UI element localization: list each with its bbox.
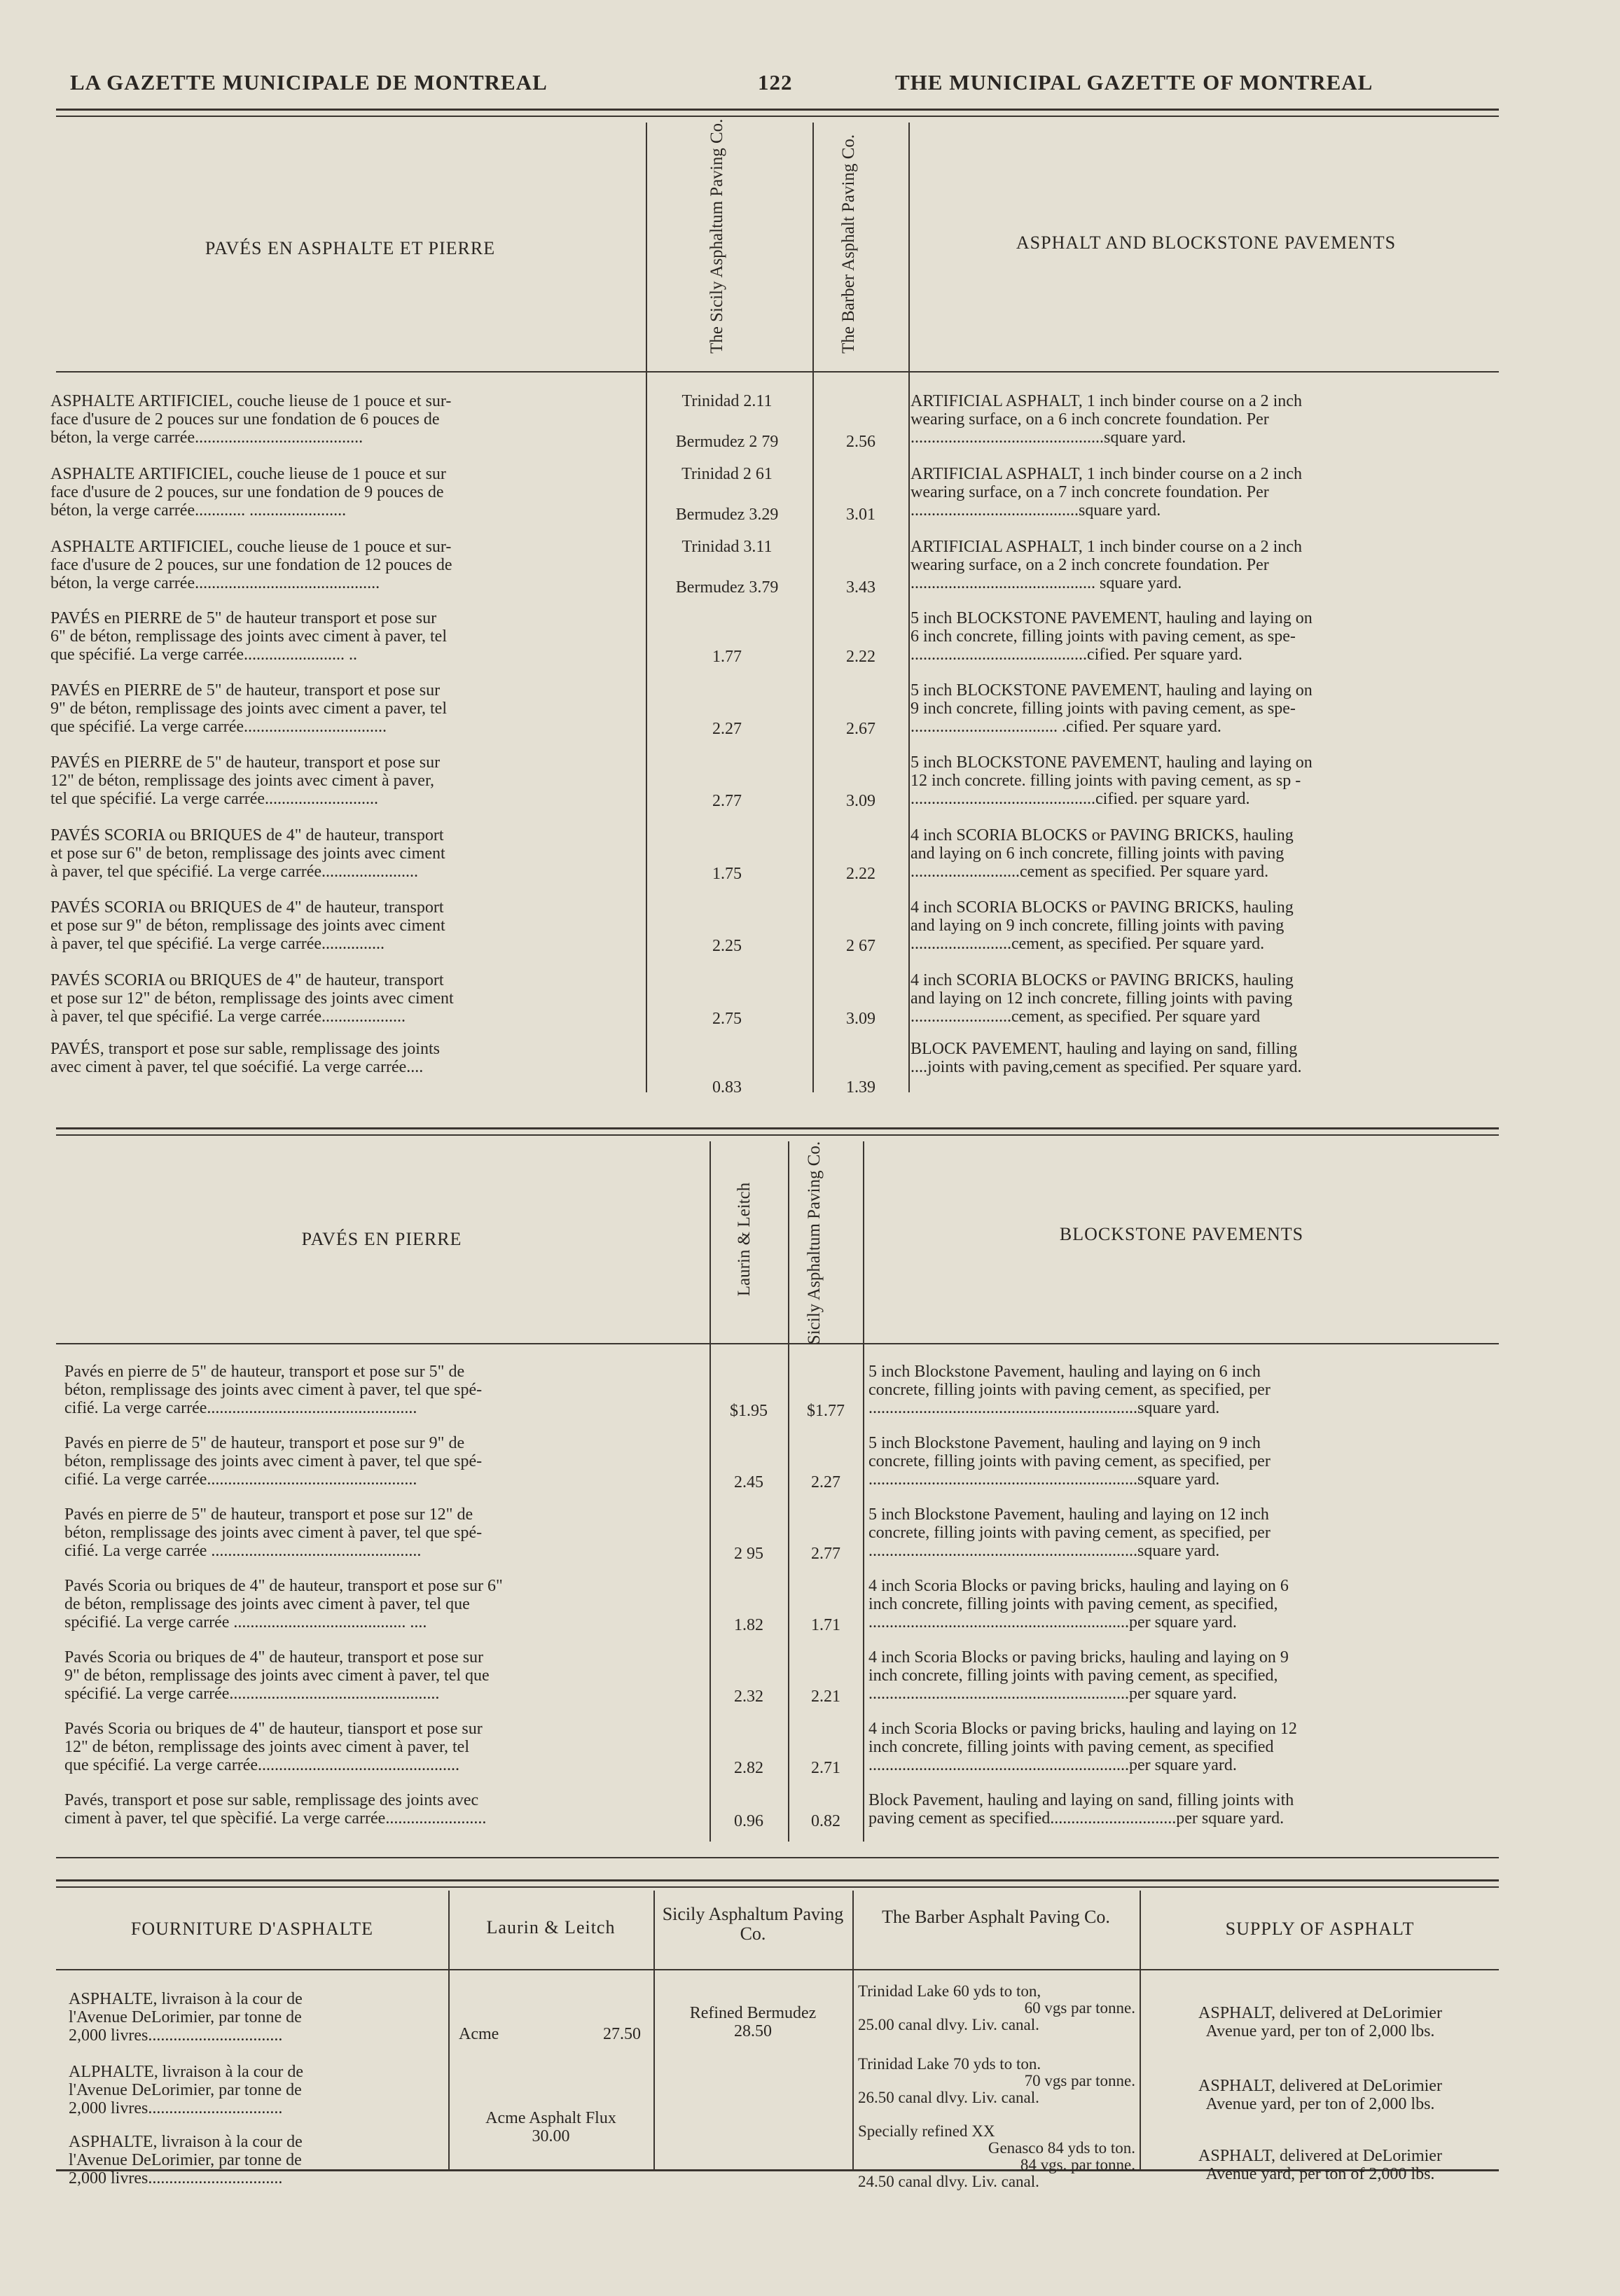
t1-row-1-sicily-trinidad: Trinidad 2 61 [681, 465, 773, 483]
t1-row-2-french [50, 538, 644, 592]
t1-row-3-fr-line-1: 6" de béton, remplissage des joints avec ciment à paver, tel [50, 627, 447, 646]
t1-row-9-fr-line-0: PAVÉS, transport et pose sur sable, remplissage des joints [50, 1040, 440, 1058]
t1-row-6-fr-line-2: à paver, tel que spécifié. La verge carrée....................... [50, 863, 419, 881]
t3-barber-3 [858, 2123, 1135, 2190]
t3-en-title: SUPPLY OF ASPHALT [1225, 1919, 1415, 1939]
t1-row-1-barber-value: 3.01 [846, 506, 875, 524]
t3-row-2-english [1142, 2147, 1499, 2183]
t3-sicily-name: Refined Bermudez [689, 2004, 817, 2022]
t2-col-laurin: Laurin & Leitch [735, 1182, 754, 1297]
t3-row-2-fr-line-1: l'Avenue DeLorimier, par tonne de [69, 2151, 302, 2169]
t1-row-9-barber-value: 1.39 [846, 1078, 875, 1097]
t2-row-3-en-line-0: 4 inch Scoria Blocks or paving bricks, hauling and laying on 6 [868, 1577, 1289, 1595]
t1-row-2-english [911, 538, 1506, 592]
t1-col-sicily: The Sicily Asphaltum Paving Co. [707, 118, 726, 354]
t3-laurin-flux [448, 2109, 653, 2145]
t1-row-5-sicily-value: 2.77 [712, 792, 742, 810]
t2-row-5-english [868, 1720, 1499, 1774]
t2-row-0-fr-line-1: béton, remplissage des joints avec ciment à paver, tel que spé- [64, 1381, 483, 1399]
t3-row-1-fr-line-2: 2,000 livres................................ [69, 2099, 283, 2117]
t2-row-6-sicily-value: 0.82 [811, 1812, 840, 1830]
t1-row-7-en-line-0: 4 inch SCORIA BLOCKS or PAVING BRICKS, hauling [911, 898, 1294, 917]
t2-row-1-laurin-value: 2.45 [734, 1473, 763, 1491]
t2-row-0-en-line-1: concrete, filling joints with paving cement, as specified, per [868, 1381, 1271, 1399]
t2-row-0-sicily-value: $1.77 [807, 1402, 845, 1420]
t3-row-1-fr-line-0: ALPHALTE, livraison à la cour de [69, 2063, 304, 2081]
t2-row-1-french [64, 1434, 709, 1489]
t1-row-5-en-line-0: 5 inch BLOCKSTONE PAVEMENT, hauling and laying on [911, 753, 1313, 772]
t1-row-4-fr-line-1: 9" de béton, remplissage des joints avec ciment a paver, tel [50, 700, 447, 718]
t1-row-3-english [911, 609, 1506, 664]
t2-row-6-laurin-value: 0.96 [734, 1812, 763, 1830]
t1-row-0-sicily-value: Bermudez 2 79 [675, 433, 779, 451]
t3-row-0-fr-line-1: l'Avenue DeLorimier, par tonne de [69, 2008, 302, 2026]
t3-barber-2-line-0: Trinidad Lake 70 yds to ton. [858, 2055, 1041, 2073]
t1-row-2-fr-line-0: ASPHALTE ARTIFICIEL, couche lieuse de 1 pouce et sur- [50, 538, 452, 556]
t1-row-1-en-line-2: ........................................square yard. [911, 501, 1161, 520]
t2-row-3-fr-line-1: de béton, remplissage des joints avec ciment à paver, tel que [64, 1595, 470, 1613]
t1-row-7-en-line-2: ........................cement, as specified. Per square yard. [911, 935, 1265, 953]
t1-row-5-en-line-1: 12 inch concrete. filling joints with paving cement, as sp - [911, 772, 1301, 790]
t2-row-3-laurin-value: 1.82 [734, 1616, 763, 1634]
t1-row-7-barber-value: 2 67 [846, 937, 875, 955]
t1-row-6-en-line-0: 4 inch SCORIA BLOCKS or PAVING BRICKS, hauling [911, 826, 1294, 844]
t2-row-4-sicily-value: 2.21 [811, 1688, 840, 1706]
t1-row-2-sicily-value: Bermudez 3.79 [675, 578, 779, 597]
t1-row-7-english [911, 898, 1506, 953]
t2-row-3-fr-line-0: Pavés Scoria ou briques de 4" de hauteur, transport et pose sur 6" [64, 1577, 503, 1595]
t2-row-3-english [868, 1577, 1499, 1631]
t3-barber-1 [858, 1983, 1135, 2033]
t1-row-8-english [911, 971, 1506, 1026]
t2-row-1-english [868, 1434, 1499, 1489]
t1-row-9-french [50, 1040, 644, 1076]
t2-row-2-sicily-value: 2.77 [811, 1545, 840, 1563]
t3-row-0-fr-line-2: 2,000 livres................................ [69, 2026, 283, 2045]
t3-sicily-price: 28.50 [734, 2022, 772, 2040]
t1-row-2-barber-value: 3.43 [846, 578, 875, 597]
t2-row-5-en-line-1: inch concrete, filling joints with paving cement, as specified [868, 1738, 1274, 1756]
header-right-title: THE MUNICIPAL GAZETTE OF MONTREAL [895, 70, 1373, 95]
t1-row-1-fr-line-2: béton, la verge carrée............ ....................... [50, 501, 347, 520]
t1-row-9-english [911, 1040, 1506, 1076]
t1-row-8-french [50, 971, 644, 1026]
t2-row-2-fr-line-1: béton, remplissage des joints avec ciment à paver, tel que spé- [64, 1524, 483, 1542]
t1-row-0-fr-line-1: face d'usure de 2 pouces sur une fondation de 6 pouces de [50, 410, 440, 429]
t3-barber-3-line-2: 84 vgs. par tonne. [1020, 2156, 1135, 2173]
t1-row-0-en-line-2: ..............................................square yard. [911, 429, 1186, 447]
t1-row-5-fr-line-0: PAVÉS en PIERRE de 5" de hauteur, transport et pose sur [50, 753, 441, 772]
t1-row-2-sicily-trinidad: Trinidad 3.11 [681, 538, 773, 556]
t1-row-0-en-line-0: ARTIFICIAL ASPHALT, 1 inch binder course on a 2 inch [911, 392, 1302, 410]
t1-row-0-fr-line-0: ASPHALTE ARTIFICIEL, couche lieuse de 1 pouce et sur- [50, 392, 452, 410]
t1-row-4-fr-line-2: que spécifié. La verge carrée.................................. [50, 718, 387, 736]
t2-row-6-fr-line-1: ciment à paver, tel que spècifié. La verge carrée........................ [64, 1809, 487, 1828]
t2-row-4-en-line-0: 4 inch Scoria Blocks or paving bricks, hauling and laying on 9 [868, 1648, 1289, 1667]
t3-barber-3-line-0: Specially refined XX [858, 2122, 995, 2140]
t1-row-2-en-line-0: ARTIFICIAL ASPHALT, 1 inch binder course on a 2 inch [911, 538, 1302, 556]
t1-row-0-sicily-trinidad: Trinidad 2.11 [681, 392, 773, 410]
t1-row-4-fr-line-0: PAVÉS en PIERRE de 5" de hauteur, transport et pose sur [50, 681, 441, 700]
t3-row-0-en-line-1: Avenue yard, per ton of 2,000 lbs. [1205, 2022, 1435, 2040]
t2-fr-title: PAVÉS EN PIERRE [301, 1229, 462, 1249]
t1-row-7-fr-line-0: PAVÉS SCORIA ou BRIQUES de 4" de hauteur, transport [50, 898, 444, 917]
t1-row-0-fr-line-2: béton, la verge carrée........................................ [50, 429, 364, 447]
t3-row-2-fr-line-0: ASPHALTE, livraison à la cour de [69, 2133, 303, 2151]
t3-row-1-en-line-1: Avenue yard, per ton of 2,000 lbs. [1205, 2095, 1435, 2113]
t1-row-6-en-line-1: and laying on 6 inch concrete, filling joints with paving [911, 844, 1285, 863]
t2-col-sicily: Sicily Asphaltum Paving Co. [805, 1141, 824, 1345]
t2-row-2-en-line-2: ................................................................square yard. [868, 1542, 1220, 1560]
t2-row-3-fr-line-2: spécifié. La verge carrée ......................................... .... [64, 1613, 427, 1631]
t3-row-1-english [1142, 2077, 1499, 2113]
t1-row-3-fr-line-2: que spécifié. La verge carrée........................ .. [50, 646, 358, 664]
t3-row-1-en-line-0: ASPHALT, delivered at DeLorimier [1198, 2077, 1442, 2095]
t3-barber-3-line-1: Genasco 84 yds to ton. [988, 2139, 1135, 2157]
header-rule [56, 109, 1499, 111]
t1-row-1-english [911, 465, 1506, 520]
t1-row-7-fr-line-1: et pose sur 9" de béton, remplissage des joints avec ciment [50, 917, 445, 935]
t2-row-1-fr-line-0: Pavés en pierre de 5" de hauteur, transport et pose sur 9" de [64, 1434, 465, 1452]
t3-fr-title: FOURNITURE D'ASPHALTE [130, 1919, 374, 1939]
t3-row-2-fr-line-2: 2,000 livres................................ [69, 2169, 283, 2187]
t1-row-5-barber-value: 3.09 [846, 792, 875, 810]
t2-row-3-en-line-1: inch concrete, filling joints with paving cement, as specified, [868, 1595, 1278, 1613]
t1-row-9-sicily-value: 0.83 [712, 1078, 742, 1097]
t3-sicily-bermudez [653, 2004, 852, 2040]
t2-row-6-english [868, 1791, 1499, 1828]
t1-fr-title: PAVÉS EN ASPHALTE ET PIERRE [205, 238, 496, 258]
t3-barber-1-line-1: 60 vgs par tonne. [1024, 1999, 1135, 2017]
t1-row-3-en-line-1: 6 inch concrete, filling joints with paving cement, as spe- [911, 627, 1296, 646]
t2-row-4-en-line-2: ..............................................................per square yard. [868, 1685, 1237, 1703]
t2-row-1-sicily-value: 2.27 [811, 1473, 840, 1491]
t1-en-title: ASPHALT AND BLOCKSTONE PAVEMENTS [1016, 232, 1397, 253]
t1-row-3-french [50, 609, 644, 664]
t2-row-2-en-line-0: 5 inch Blockstone Pavement, hauling and laying on 12 inch [868, 1505, 1269, 1524]
t3-barber-2-line-1: 70 vgs par tonne. [1024, 2072, 1135, 2089]
t1-row-2-en-line-2: ............................................ square yard. [911, 574, 1182, 592]
t2-row-3-french [64, 1577, 709, 1631]
t2-row-4-fr-line-1: 9" de béton, remplissage des joints avec ciment à paver, tel que [64, 1667, 490, 1685]
page-number: 122 [758, 70, 793, 95]
t1-row-6-fr-line-1: et pose sur 6" de beton, remplissage des joints avec ciment [50, 844, 445, 863]
t3-laurin-acme: Acme [459, 2025, 499, 2043]
t1-row-7-sicily-value: 2.25 [712, 937, 742, 955]
t3-row-1-french [69, 2063, 447, 2117]
header-left-title: LA GAZETTE MUNICIPALE DE MONTREAL [70, 70, 548, 95]
t1-row-9-fr-line-1: avec ciment à paver, tel que soécifié. La verge carrée.... [50, 1058, 424, 1076]
t2-row-4-en-line-1: inch concrete, filling joints with paving cement, as specified, [868, 1667, 1278, 1685]
t3-laurin-flux-price: 30.00 [532, 2127, 570, 2145]
t3-row-0-french [69, 1990, 447, 2045]
t1-row-8-barber-value: 3.09 [846, 1010, 875, 1028]
t2-row-6-en-line-1: paving cement as specified..............................per square yard. [868, 1809, 1285, 1828]
t1-row-4-en-line-1: 9 inch concrete, filling joints with paving cement, as spe- [911, 700, 1296, 718]
t3-row-2-en-line-0: ASPHALT, delivered at DeLorimier [1198, 2147, 1442, 2165]
t1-row-8-en-line-1: and laying on 12 inch concrete, filling joints with paving [911, 989, 1293, 1008]
t3-col-barber: The Barber Asphalt Paving Co. [882, 1907, 1110, 1927]
t2-row-0-fr-line-2: cifié. La verge carrée.................................................. [64, 1399, 417, 1417]
t1-row-4-barber-value: 2.67 [846, 720, 875, 738]
t3-col-sicily: Sicily Asphaltum Paving Co. [662, 1904, 844, 1944]
t2-row-0-french [64, 1363, 709, 1417]
t3-row-2-en-line-1: Avenue yard, per ton of 2,000 lbs. [1205, 2165, 1435, 2183]
t2-row-0-english [868, 1363, 1499, 1417]
t1-row-8-fr-line-0: PAVÉS SCORIA ou BRIQUES de 4" de hauteur, transport [50, 971, 444, 989]
t1-row-1-sicily-value: Bermudez 3.29 [675, 506, 779, 524]
t1-row-7-fr-line-2: à paver, tel que spécifié. La verge carrée............... [50, 935, 385, 953]
t1-row-4-en-line-2: ................................... .cified. Per square yard. [911, 718, 1221, 736]
t1-row-1-en-line-0: ARTIFICIAL ASPHALT, 1 inch binder course on a 2 inch [911, 465, 1302, 483]
t2-row-6-fr-line-0: Pavés, transport et pose sur sable, remplissage des joints avec [64, 1791, 479, 1809]
t1-row-2-fr-line-1: face d'usure de 2 pouces, sur une fondation de 12 pouces de [50, 556, 452, 574]
t1-row-8-sicily-value: 2.75 [712, 1010, 742, 1028]
t2-row-5-en-line-2: ..............................................................per square yard. [868, 1756, 1237, 1774]
t1-row-1-en-line-1: wearing surface, on a 7 inch concrete foundation. Per [911, 483, 1269, 501]
t1-row-1-fr-line-0: ASPHALTE ARTIFICIEL, couche lieuse de 1 pouce et sur [50, 465, 446, 483]
t2-row-4-french [64, 1648, 709, 1703]
t2-row-6-en-line-0: Block Pavement, hauling and laying on sand, filling joints with [868, 1791, 1294, 1809]
t2-row-1-en-line-2: ................................................................square yard. [868, 1470, 1220, 1489]
t1-row-5-fr-line-2: tel que spécifié. La verge carrée........................... [50, 790, 379, 808]
t1-row-4-sicily-value: 2.27 [712, 720, 742, 738]
t1-row-6-fr-line-0: PAVÉS SCORIA ou BRIQUES de 4" de hauteur, transport [50, 826, 444, 844]
t1-row-6-sicily-value: 1.75 [712, 865, 742, 883]
t2-row-4-fr-line-0: Pavés Scoria ou briques de 4" de hauteur, transport et pose sur [64, 1648, 484, 1667]
t1-row-0-barber-value: 2.56 [846, 433, 875, 451]
t1-row-7-french [50, 898, 644, 953]
t2-row-5-en-line-0: 4 inch Scoria Blocks or paving bricks, hauling and laying on 12 [868, 1720, 1297, 1738]
t1-row-5-en-line-2: ............................................cified. per square yard. [911, 790, 1250, 808]
t1-row-5-fr-line-1: 12" de béton, remplissage des joints avec ciment à paver, [50, 772, 434, 790]
t2-en-title: BLOCKSTONE PAVEMENTS [1059, 1224, 1304, 1244]
t3-barber-3-line-3: 24.50 canal dlvy. Liv. canal. [858, 2173, 1039, 2190]
t1-row-1-fr-line-1: face d'usure de 2 pouces, sur une fondation de 9 pouces de [50, 483, 444, 501]
t1-row-0-french [50, 392, 644, 447]
t2-row-1-en-line-1: concrete, filling joints with paving cement, as specified, per [868, 1452, 1271, 1470]
t1-row-4-french [50, 681, 644, 736]
t1-row-6-english [911, 826, 1506, 881]
t1-row-1-french [50, 465, 644, 520]
t1-row-3-barber-value: 2.22 [846, 648, 875, 666]
t1-row-6-barber-value: 2.22 [846, 865, 875, 883]
t2-row-0-laurin-value: $1.95 [730, 1402, 768, 1420]
t1-row-4-en-line-0: 5 inch BLOCKSTONE PAVEMENT, hauling and laying on [911, 681, 1313, 700]
t2-row-5-laurin-value: 2.82 [734, 1759, 763, 1777]
t2-row-2-laurin-value: 2 95 [734, 1545, 763, 1563]
t2-row-5-fr-line-1: 12" de béton, remplissage des joints avec ciment à paver, tel [64, 1738, 469, 1756]
t2-row-0-fr-line-0: Pavés en pierre de 5" de hauteur, transport et pose sur 5" de [64, 1363, 465, 1381]
t2-row-0-en-line-0: 5 inch Blockstone Pavement, hauling and laying on 6 inch [868, 1363, 1261, 1381]
t2-row-4-fr-line-2: spécifié. La verge carrée.................................................. [64, 1685, 440, 1703]
t2-row-2-en-line-1: concrete, filling joints with paving cement, as specified, per [868, 1524, 1271, 1542]
t1-row-3-en-line-0: 5 inch BLOCKSTONE PAVEMENT, hauling and laying on [911, 609, 1313, 627]
t1-row-6-en-line-2: ..........................cement as specified. Per square yard. [911, 863, 1269, 881]
t3-row-2-french [69, 2133, 447, 2187]
t2-row-1-en-line-0: 5 inch Blockstone Pavement, hauling and laying on 9 inch [868, 1434, 1261, 1452]
t1-col-barber: The Barber Asphalt Paving Co. [839, 134, 858, 354]
t2-row-6-french [64, 1791, 709, 1828]
t3-row-1-fr-line-1: l'Avenue DeLorimier, par tonne de [69, 2081, 302, 2099]
t2-row-5-fr-line-2: que spécifié. La verge carrée................................................ [64, 1756, 460, 1774]
t2-row-2-fr-line-0: Pavés en pierre de 5" de hauteur, transport et pose sur 12" de [64, 1505, 473, 1524]
t2-row-4-laurin-value: 2.32 [734, 1688, 763, 1706]
t2-row-1-fr-line-1: béton, remplissage des joints avec ciment à paver, tel que spé- [64, 1452, 483, 1470]
t1-row-5-english [911, 753, 1506, 808]
t1-row-7-en-line-1: and laying on 9 inch concrete, filling joints with paving [911, 917, 1285, 935]
t3-row-0-fr-line-0: ASPHALTE, livraison à la cour de [69, 1990, 303, 2008]
t2-row-4-english [868, 1648, 1499, 1703]
t2-row-2-fr-line-2: cifié. La verge carrée .................................................. [64, 1542, 422, 1560]
t2-row-1-fr-line-2: cifié. La verge carrée.................................................. [64, 1470, 417, 1489]
t3-row-0-en-line-0: ASPHALT, delivered at DeLorimier [1198, 2004, 1442, 2022]
t1-row-2-fr-line-2: béton, la verge carrée............................................ [50, 574, 380, 592]
t1-row-0-english [911, 392, 1506, 447]
t2-row-5-sicily-value: 2.71 [811, 1759, 840, 1777]
t1-row-3-sicily-value: 1.77 [712, 648, 742, 666]
t2-row-2-french [64, 1505, 709, 1560]
t2-row-3-sicily-value: 1.71 [811, 1616, 840, 1634]
t1-row-6-french [50, 826, 644, 881]
t2-row-5-fr-line-0: Pavés Scoria ou briques de 4" de hauteur, tiansport et pose sur [64, 1720, 483, 1738]
t1-row-2-en-line-1: wearing surface, on a 2 inch concrete foundation. Per [911, 556, 1269, 574]
t2-row-3-en-line-2: ..............................................................per square yard. [868, 1613, 1237, 1631]
t1-row-5-french [50, 753, 644, 808]
t2-row-0-en-line-2: ................................................................square yard. [868, 1399, 1220, 1417]
t1-row-8-fr-line-1: et pose sur 12" de béton, remplissage des joints avec ciment [50, 989, 454, 1008]
t2-row-2-english [868, 1505, 1499, 1560]
t1-row-9-en-line-1: ....joints with paving,cement as specified. Per square yard. [911, 1058, 1302, 1076]
t3-row-0-english [1142, 2004, 1499, 2040]
t3-laurin-acme-price: 27.50 [603, 2025, 641, 2043]
header-rule-thin [56, 116, 1499, 117]
t1-row-8-en-line-0: 4 inch SCORIA BLOCKS or PAVING BRICKS, hauling [911, 971, 1294, 989]
t2-row-5-french [64, 1720, 709, 1774]
t1-row-0-en-line-1: wearing surface, on a 6 inch concrete foundation. Per [911, 410, 1269, 429]
t1-row-3-en-line-2: ..........................................cified. Per square yard. [911, 646, 1242, 664]
t1-row-3-fr-line-0: PAVÉS en PIERRE de 5" de hauteur transport et pose sur [50, 609, 437, 627]
t3-barber-1-line-2: 25.00 canal dlvy. Liv. canal. [858, 2016, 1039, 2033]
t3-laurin-flux-name: Acme Asphalt Flux [485, 2109, 616, 2127]
t1-row-9-en-line-0: BLOCK PAVEMENT, hauling and laying on sand, filling [911, 1040, 1298, 1058]
t3-col-laurin: Laurin & Leitch [486, 1917, 616, 1937]
t1-row-8-en-line-2: ........................cement, as specified. Per square yard [911, 1008, 1261, 1026]
t3-barber-2 [858, 2056, 1135, 2106]
t1-row-4-english [911, 681, 1506, 736]
t3-barber-1-line-0: Trinidad Lake 60 yds to ton, [858, 1982, 1041, 2000]
t1-row-8-fr-line-2: à paver, tel que spécifié. La verge carrée.................... [50, 1008, 406, 1026]
t3-barber-2-line-2: 26.50 canal dlvy. Liv. canal. [858, 2089, 1039, 2106]
